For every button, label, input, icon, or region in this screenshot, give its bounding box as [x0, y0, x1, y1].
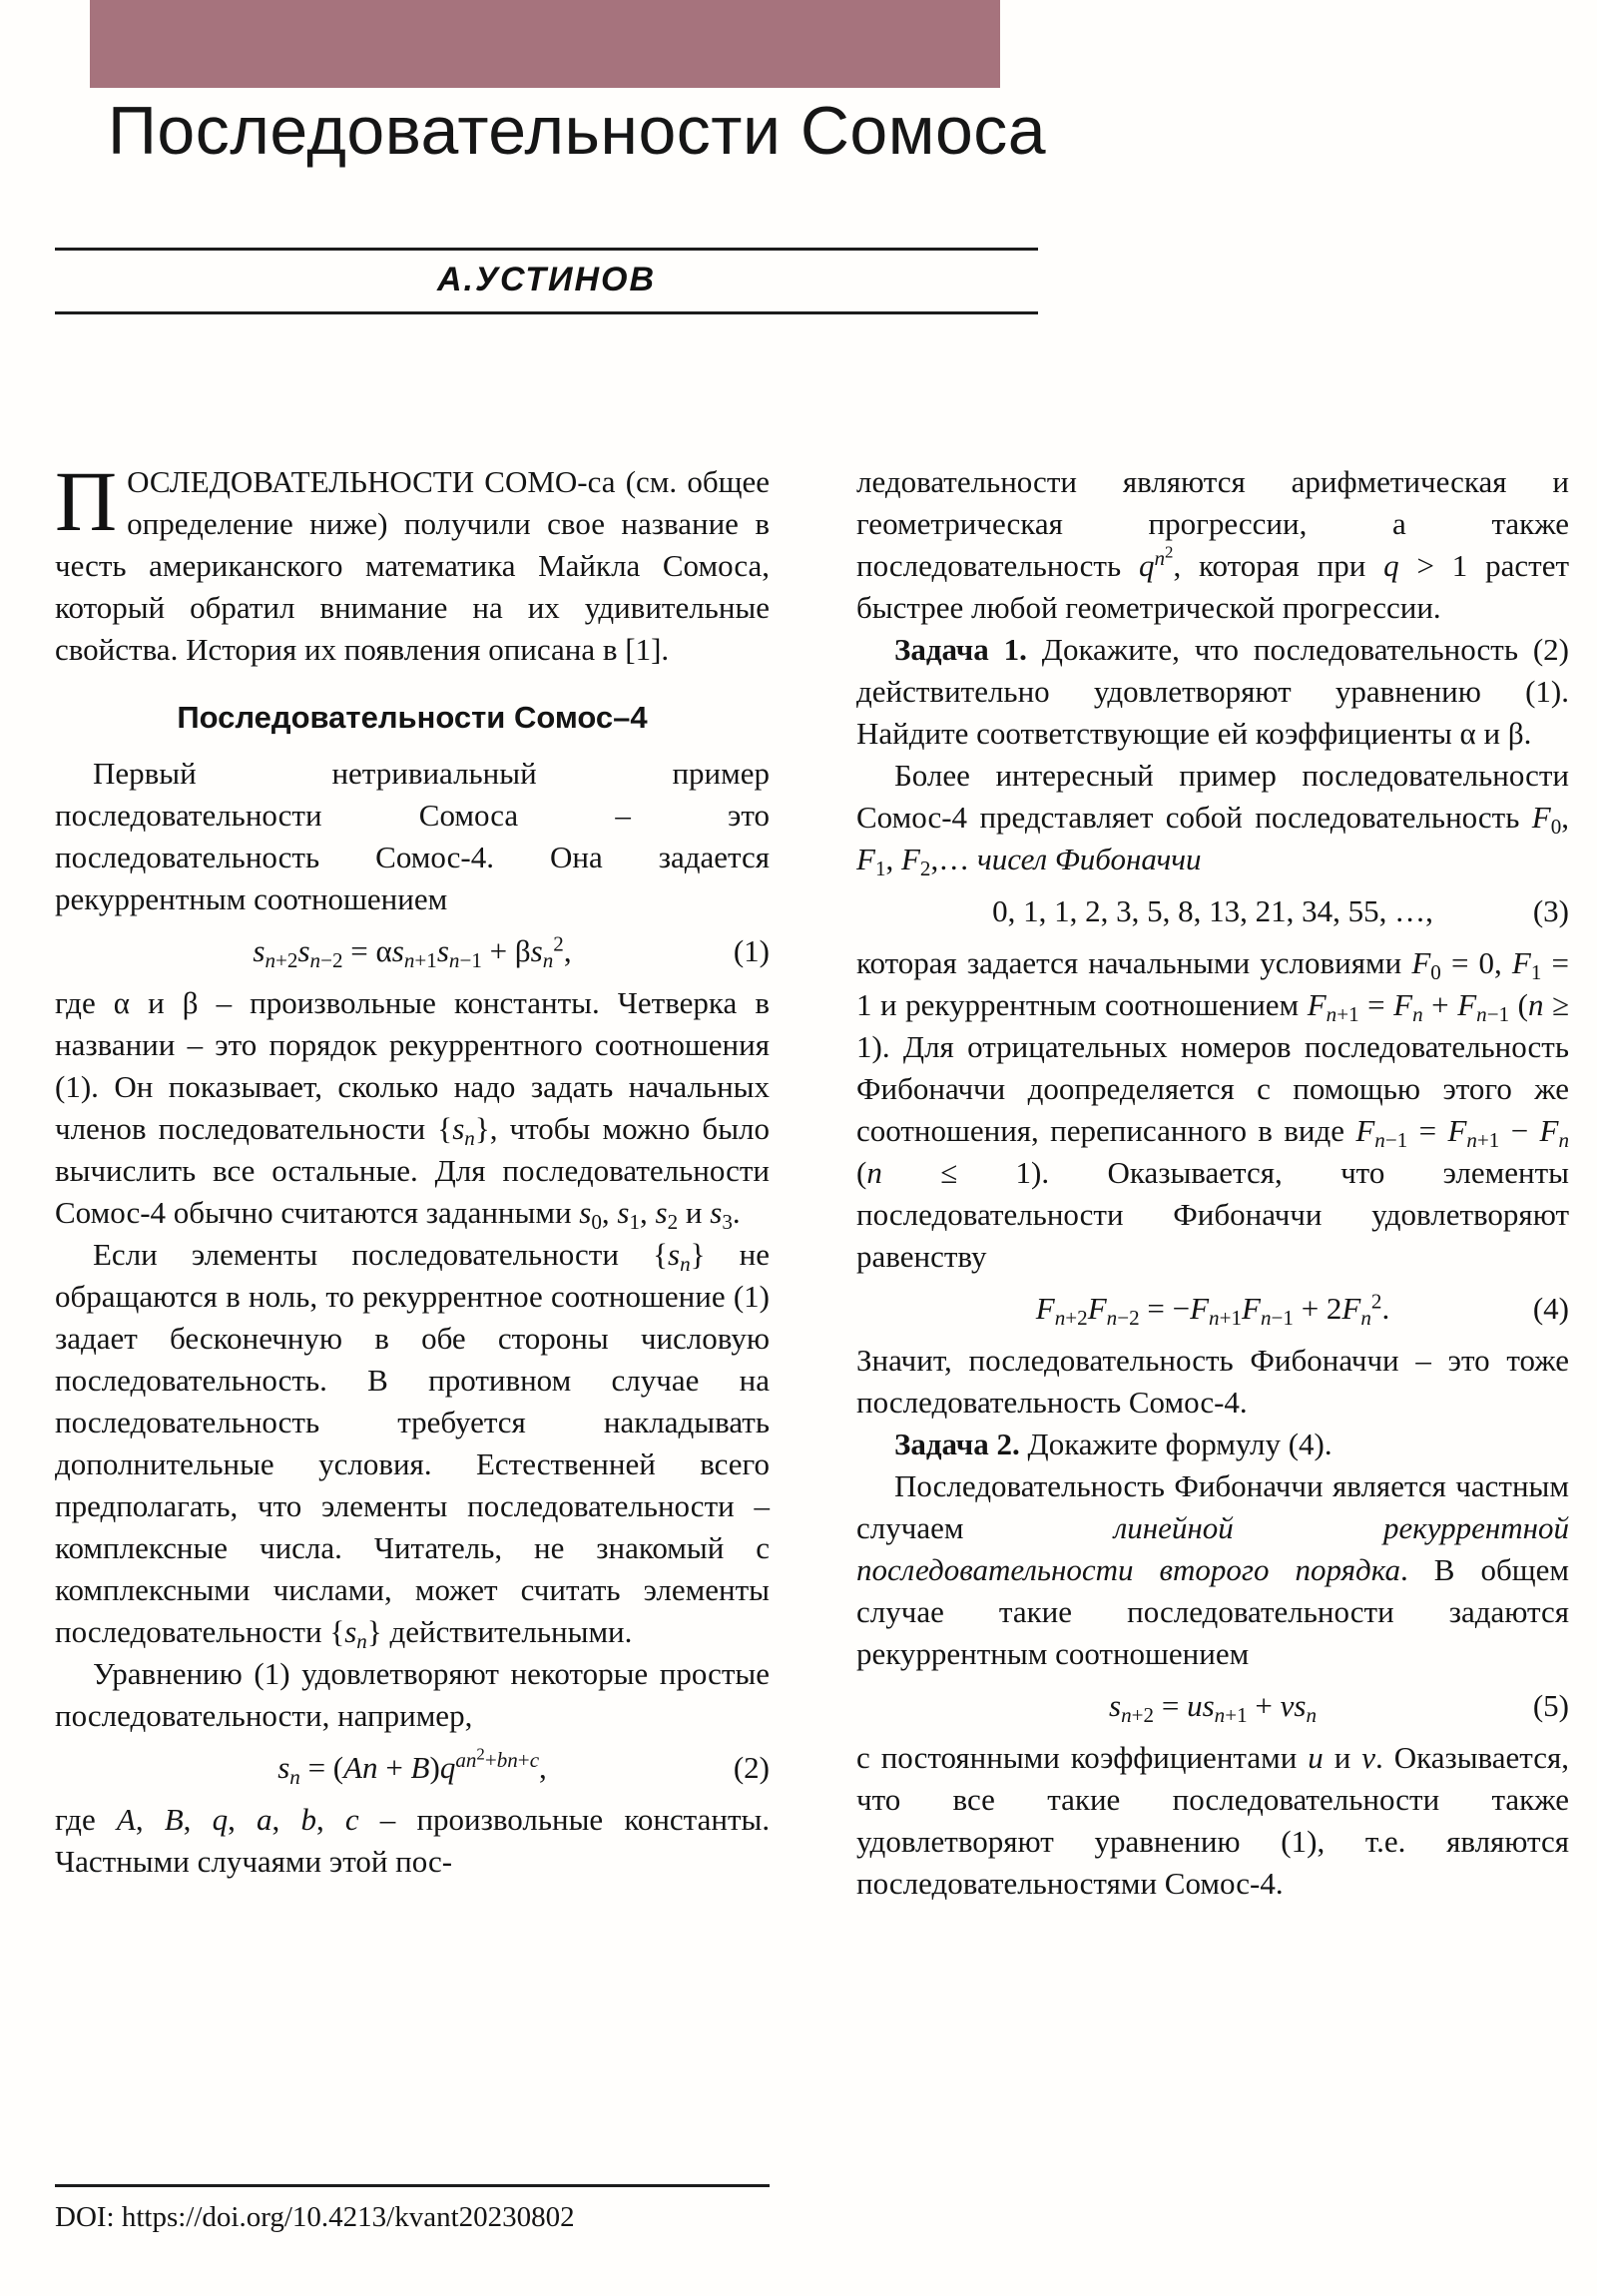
paragraph-abc-constants: где A, B, q, a, b, c – произвольные константы. Частными случаями этой пос-	[55, 1802, 771, 1879]
right-column	[856, 461, 1569, 1905]
equation-3-body: 0, 1, 1, 2, 3, 5, 8, 13, 21, 34, 55, …,	[992, 893, 1433, 928]
dropcap-letter: П	[55, 453, 118, 549]
equation-2-number: (2)	[733, 1750, 770, 1785]
paragraph-progressions: ледовательности являются арифметическая и геометрическая прогрессии, а также последовательность $q^{n^2}$, которая при q > 1 растет быстрее любой геометрической прогрессии.	[856, 464, 1570, 625]
equation-2-body: $s_n = (An + B)q^{an^2+bn+c}$,	[277, 1744, 547, 1789]
equation-4	[856, 1288, 1569, 1330]
lead-rest-text: са (см. общее определение ниже) получили свое название в честь американского математика Майкла Сомоса, который обратил внимание на их удивительные свойства. История их появления описана в [1].	[55, 464, 770, 667]
paragraph-constants: где α и β – произвольные константы. Четверка в названии – это порядок рекуррентного соотношения (1). Он показывает, сколько надо задать начальных членов последовательности $\{s_n\}$, чтобы можно было вычислить все остальные. Для последовательности Сомос-4 обычно считаются заданными $s_0$, $s_1$, $s_2$ и $s_3$.	[55, 985, 771, 1234]
paragraph-nonzero: Если элементы последовательности $\{s_n\}$ не обращаются в ноль, то рекуррентное соотношение (1) задает бесконечную в обе стороны числовую последовательность. В противном случае на последовательность требуется накладывать дополнительные условия. Естественней всего предполагать, что элементы последовательности – комплексные числа. Читатель, не знакомый с комплексными числами, может считать элементы последовательности $\{s_n\}$ действительными.	[55, 1237, 770, 1653]
paragraph-task2: Задача 2. Докажите формулу (4).	[894, 1427, 1332, 1461]
doi-text: DOI: https://doi.org/10.4213/kvant20230802	[55, 2201, 575, 2233]
equation-4-number: (4)	[1532, 1291, 1569, 1326]
equation-5-body: $s_{n+2} = us_{n+1} + vs_n$	[1109, 1688, 1317, 1727]
paragraph-fibonacci-is-somos: Значит, последовательность Фибоначчи – это тоже последовательность Сомос-4.	[856, 1343, 1569, 1420]
lead-caps-text: ОСЛЕДОВАТЕЛЬНОСТИ СОМО-	[127, 464, 588, 499]
lead-paragraph	[55, 453, 770, 671]
equation-5-number: (5)	[1532, 1688, 1569, 1723]
paragraph-uv-constants: с постоянными коэффициентами u и v. Оказывается, что все такие последовательности также удовлетворяют уравнению (1), т.е. являются последовательностями Сомос-4.	[856, 1740, 1569, 1901]
equation-3	[856, 890, 1569, 932]
paragraph-somos4-intro: Первый нетривиальный пример последовательности Сомоса – это последовательность Сомос-4. Она задается рекуррентным соотношением	[55, 756, 770, 916]
author-block	[55, 248, 1038, 314]
equation-3-number: (3)	[1532, 893, 1569, 928]
equation-5	[856, 1685, 1569, 1727]
doi-footer	[55, 2184, 770, 2234]
paragraph-linear-recurrence: Последовательность Фибоначчи является частным случаем линейной рекуррентной последовательности второго порядка. В общем случае такие последовательности задаются рекуррентным соотношением	[856, 1468, 1570, 1671]
section-heading-somos4: Последовательности Сомос–4	[177, 700, 648, 735]
equation-4-body: $F_{n+2}F_{n-2} = -F_{n+1}F_{n-1} + 2F_n^2$.	[1035, 1289, 1390, 1330]
header-banner	[90, 0, 1000, 88]
left-column	[55, 453, 771, 1883]
equation-1-number: (1)	[733, 933, 770, 968]
paragraph-fibonacci-recurrence: которая задается начальными условиями $F_0 = 0$, $F_1 = 1$ и рекуррентным соотношением $F_{n+1} = F_n + F_{n-1}$ (n ≥ 1). Для отрицательных номеров последовательность Фибоначчи доопределяется с помощью этого же соотношения, переписанного в виде $F_{n-1} = F_{n+1} - F_n$ (n ≤ 1). Оказывается, что элементы последовательности Фибоначчи удовлетворяют равенству	[856, 945, 1570, 1274]
author-name: А.УСТИНОВ	[436, 261, 657, 298]
equation-1	[55, 930, 770, 972]
article-title: Последовательности Сомоса	[108, 93, 1047, 169]
paragraph-task1: Задача 1. Докажите, что последовательность (2) действительно удовлетворяют уравнению (1). Найдите соответствующие ей коэффициенты α и β.	[856, 632, 1569, 751]
paragraph-simple-sequences: Уравнению (1) удовлетворяют некоторые простые последовательности, например,	[55, 1656, 770, 1733]
equation-1-body: $s_{n+2}s_{n-2} = \alpha s_{n+1}s_{n-1} + \beta s_n^2$,	[253, 931, 572, 972]
equation-2	[55, 1744, 770, 1789]
paragraph-fibonacci-intro: Более интересный пример последовательности Сомос-4 представляет собой последовательность $F_0$, $F_1$, $F_2,\dots$ чисел Фибоначчи	[856, 758, 1569, 880]
